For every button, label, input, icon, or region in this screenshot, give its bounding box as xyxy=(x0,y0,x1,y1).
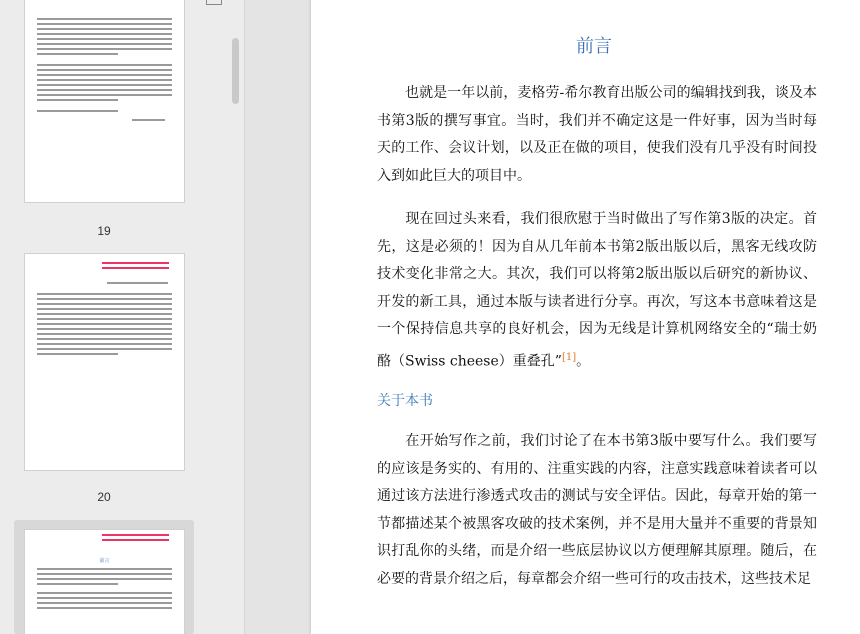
thumbnail-image xyxy=(25,254,184,470)
thumbnail-sidebar xyxy=(0,0,245,634)
sidebar-scrollbar[interactable] xyxy=(232,38,239,104)
paragraph-text: 现在回过头来看，我们很欣慰于当时做出了写作第3版的决定。首先，这是必须的！因为自从几年前本书第2版出版以后，黑客无线攻防技术变化非常之大。其次，我们可以将第2版出版以后研究的新协议、开发的新工具，通过本版与读者进行分享。再次，写这本书意味着这是一个保持信息共享的良好机会，因为无线是计算机网络安全的“瑞士奶酪（Swiss cheese）重叠孔” xyxy=(377,211,817,370)
paragraph-end: 。 xyxy=(576,353,591,370)
paragraph-2 xyxy=(377,206,817,376)
paragraph-text: 也就是一年以前，麦格劳-希尔教育出版公司的编辑找到我，谈及本书第3版的撰写事宜。当时，我们并不确定这是一件好事，因为当时每天的工作、会议计划，以及正在做的项目，使我们没有几乎没有时间投入到如此巨大的项目中。 xyxy=(377,85,817,184)
paragraph-1 xyxy=(377,80,817,190)
paragraph-3 xyxy=(377,428,817,593)
page-title: 前言 xyxy=(576,36,612,57)
page-number-label: 19 xyxy=(97,224,111,238)
thumbnail-image xyxy=(25,530,184,634)
page-number-label: 20 xyxy=(97,490,111,504)
page-gutter xyxy=(245,0,311,634)
thumbnail-title: 前言 xyxy=(99,558,110,564)
document-page xyxy=(311,0,860,634)
footnote-reference[interactable]: [1] xyxy=(561,351,577,363)
thumbnail-image xyxy=(25,0,184,202)
paragraph-text: 在开始写作之前，我们讨论了在本书第3版中要写什么。我们要写的应该是务实的、有用的、注重实践的内容，注意实践意味着读者可以通过该方法进行渗透式攻击的测试与安全评估。因此，每章开始的第一节都描述某个被黑客攻破的技术案例，并不是用大量并不重要的背景知识打乱你的头绪，而是介绍一些底层协议以方便理解其原理。随后，在必要的背景介绍之后，每章都会介绍一些可行的攻击技术，这些技术足 xyxy=(377,433,817,587)
sidebar-toggle-icon[interactable] xyxy=(206,0,222,5)
section-heading: 关于本书 xyxy=(377,393,433,409)
